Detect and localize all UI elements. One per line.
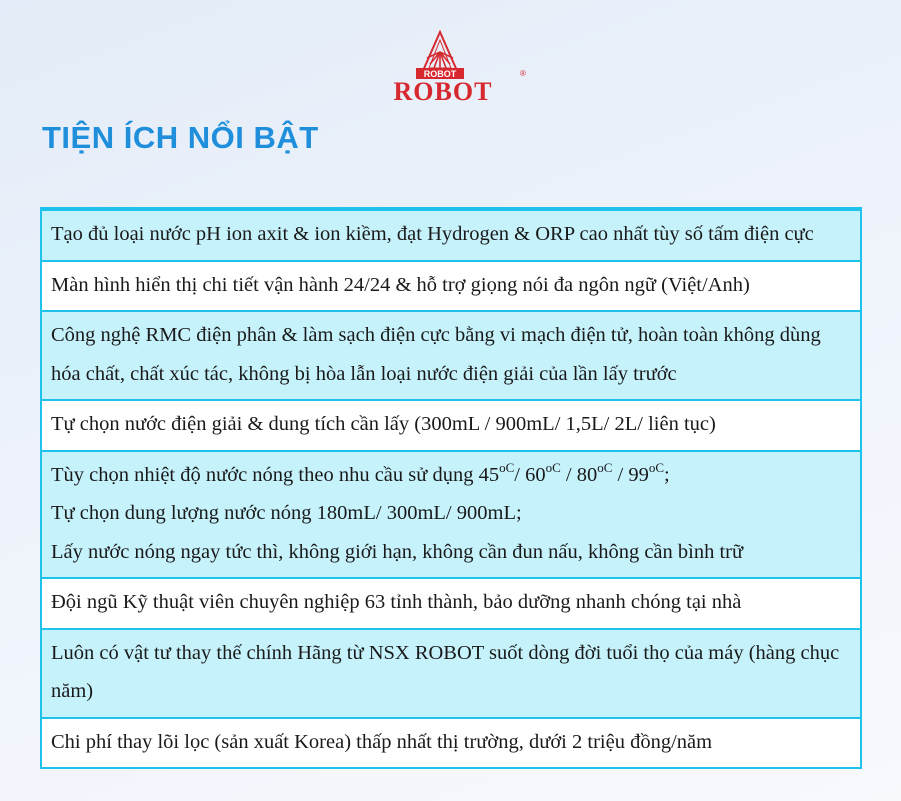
feature-rmc-technology: Công nghệ RMC điện phân & làm sạch điện cực bằng vi mạch điện tử, hoàn toàn không dùng hóa chất, chất xúc tác, không bị hòa lẫn loại nước điện giải của lần lấy trước <box>41 311 861 400</box>
feature-ph-ion: Tạo đủ loại nước pH ion axit & ion kiềm, đạt Hydrogen & ORP cao nhất tùy số tấm điện cực <box>41 209 861 261</box>
feature-hot-water <box>41 451 861 579</box>
hot-water-volume-line: Tự chọn dung lượng nước nóng 180mL/ 300mL/ 900mL; <box>51 502 522 524</box>
feature-technician-team: Đội ngũ Kỹ thuật viên chuyên nghiệp 63 tỉnh thành, bảo dưỡng nhanh chóng tại nhà <box>41 578 861 629</box>
feature-row <box>41 629 861 718</box>
feature-filter-cost: Chi phí thay lõi lọc (sản xuất Korea) thấp nhất thị trường, dưới 2 triệu đồng/năm <box>41 718 861 769</box>
hot-water-instant-line: Lấy nước nóng ngay tức thì, không giới hạn, không cần đun nấu, không cần bình trữ <box>51 540 744 563</box>
temp-option-45: 45 <box>478 463 500 486</box>
section-heading: TIỆN ÍCH NỔI BẬT <box>42 120 319 155</box>
temp-option-60: / 60 <box>514 463 546 486</box>
feature-row <box>41 400 861 451</box>
registered-mark: ® <box>520 69 526 78</box>
feature-row <box>41 578 861 629</box>
feature-display-voice: Màn hình hiển thị chi tiết vận hành 24/24 & hỗ trợ giọng nói đa ngôn ngữ (Việt/Anh) <box>41 261 861 312</box>
features-table <box>40 207 862 769</box>
feature-row <box>41 718 861 769</box>
feature-row <box>41 209 861 261</box>
logo-small-text: ROBOT <box>423 69 457 79</box>
logo-wordmark: ROBOT <box>393 77 493 102</box>
temp-option-99: / 99 <box>612 463 649 486</box>
hot-water-temp-line <box>51 456 852 495</box>
feature-row <box>41 261 861 312</box>
robot-logo-graphic <box>370 30 530 102</box>
temp-unit: oC <box>597 459 613 475</box>
temp-unit: oC <box>648 459 665 475</box>
temp-option-80: / 80 <box>560 463 598 486</box>
feature-row <box>41 311 861 400</box>
feature-volume-select: Tự chọn nước điện giải & dung tích cần lấy (300mL / 900mL/ 1,5L/ 2L/ liên tục) <box>41 400 861 451</box>
temp-line-end: ; <box>664 463 670 486</box>
feature-genuine-parts: Luôn có vật tư thay thế chính Hãng từ NSX ROBOT suốt dòng đời tuổi thọ của máy (hàng chục năm) <box>41 629 861 718</box>
feature-row <box>41 451 861 579</box>
robot-logo <box>370 30 530 102</box>
temp-unit: oC <box>499 459 515 475</box>
hot-water-temp-label: Tùy chọn nhiệt độ nước nóng theo nhu cầu sử dụng <box>51 463 479 486</box>
temp-unit: oC <box>545 459 561 475</box>
